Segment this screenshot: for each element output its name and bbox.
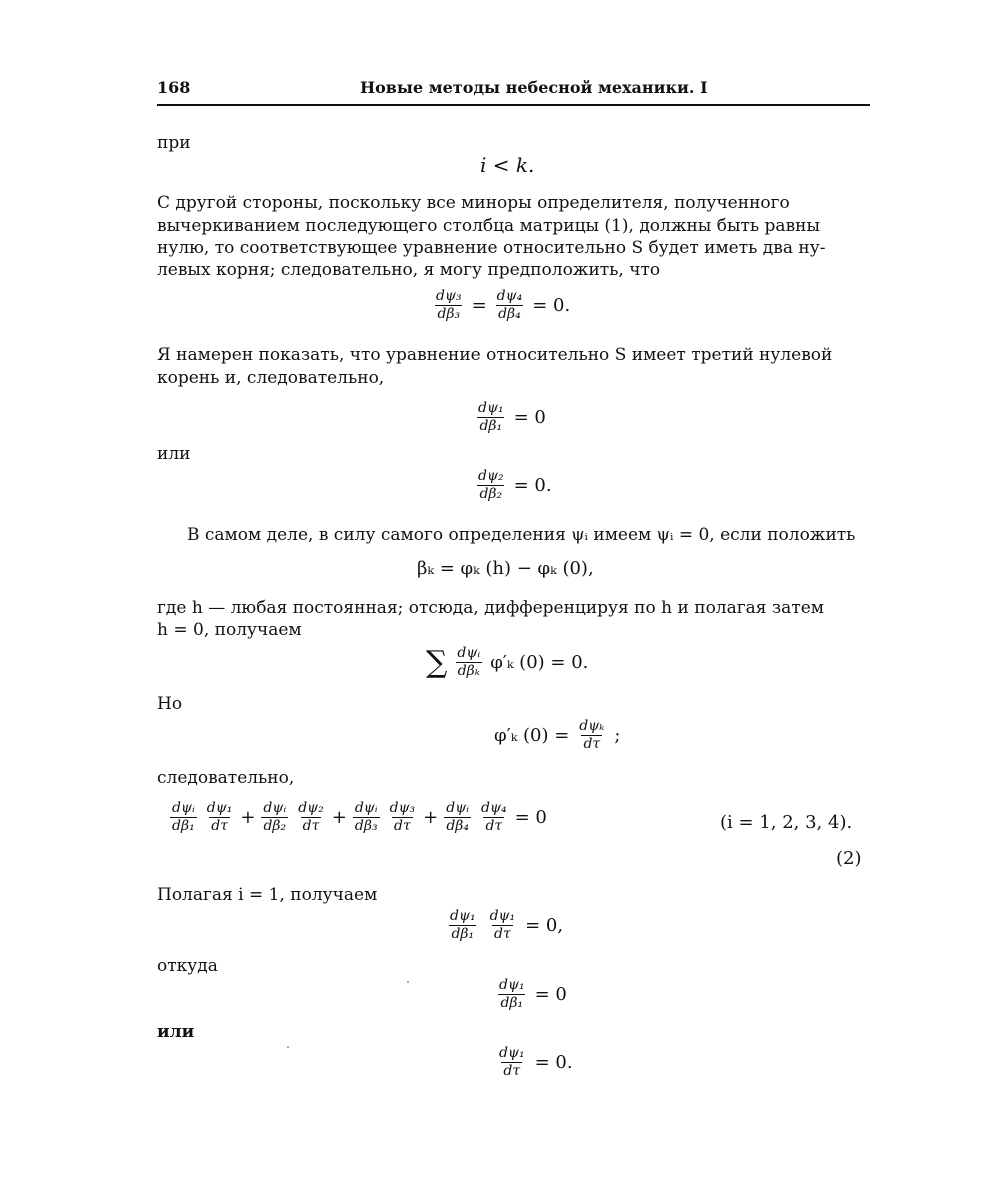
text-ili: или [157, 1022, 195, 1042]
equation-tail: = 0. [532, 295, 571, 316]
numerator: dψ₃ [436, 288, 462, 304]
equation-8 [446, 908, 563, 943]
denominator: dτ [211, 818, 228, 834]
fraction [476, 400, 506, 435]
paragraph-line: вычеркиванием последующего столбца матрицы (1), должны быть равны [157, 216, 820, 236]
numerator: dψ₁ [478, 400, 504, 416]
equation-1 [432, 288, 570, 323]
fraction [261, 800, 288, 835]
paragraph-line: Я намерен показать, что уравнение относительно S имеет третий нулевой [157, 345, 833, 365]
paragraph-line: нулю, то соответствующее уравнение относительно S будет иметь два ну- [157, 238, 826, 258]
equals-sign: = [471, 295, 487, 316]
equation-9 [495, 977, 567, 1012]
operator: = 0 [514, 807, 547, 828]
numerator: dψᵢ [172, 800, 195, 816]
fraction [448, 908, 478, 943]
numerator: dψ₁ [499, 977, 525, 993]
equation-range: (i = 1, 2, 3, 4). [720, 812, 853, 833]
denominator: dβ₁ [479, 418, 503, 434]
denominator: dβ₃ [354, 818, 378, 834]
numerator: dψᵢ [354, 800, 378, 816]
paragraph-line: корень и, следовательно, [157, 368, 385, 388]
paragraph-line: где h — любая постоянная; отсюда, дифференцируя по h и полагая затем [157, 598, 825, 618]
numerator: dψ₄ [496, 288, 523, 304]
eq-ik-rhs: k. [515, 153, 535, 177]
denominator: dτ [503, 1063, 521, 1079]
operator: + [331, 807, 347, 828]
numerator: dψ₁ [450, 908, 476, 924]
text-no: Но [157, 694, 183, 714]
denominator: dτ [485, 818, 503, 834]
fraction [497, 1045, 527, 1080]
fraction [488, 908, 518, 943]
denominator: dβ₃ [437, 306, 461, 322]
operator: + [240, 807, 256, 828]
numerator: dψₖ [579, 718, 605, 734]
equation-tail: = 0. [513, 475, 552, 496]
equation-tail: = 0 [534, 984, 567, 1005]
equation-2-main [168, 800, 547, 835]
denominator: dβₖ [457, 663, 480, 679]
numerator: dψᵢ [263, 800, 287, 816]
fraction [205, 800, 235, 835]
denominator: dβ₁ [500, 995, 524, 1011]
header-rule [157, 104, 870, 106]
numerator: dψ₄ [481, 800, 507, 816]
summation-sign: ∑ [426, 644, 448, 680]
equation-5 [426, 645, 588, 680]
numerator: dψ₁ [206, 800, 233, 816]
scan-speck [407, 981, 409, 983]
equation-4: βₖ = φₖ (h) − φₖ (0), [417, 558, 594, 579]
equation-3 [474, 468, 552, 503]
denominator: dβ₄ [498, 306, 521, 322]
numerator: dψ₁ [489, 908, 516, 924]
equation-2 [474, 400, 546, 435]
fraction [170, 800, 197, 835]
numerator: dψᵢ [446, 800, 470, 816]
paragraph-line: С другой стороны, поскольку все миноры определителя, полученного [157, 193, 790, 213]
eq-ik-op: < [492, 153, 510, 177]
fraction [353, 800, 380, 835]
fraction [444, 800, 471, 835]
numerator: dψ₂ [478, 468, 504, 484]
denominator: dβ₂ [479, 486, 503, 502]
fraction [577, 718, 606, 753]
denominator: dτ [302, 818, 320, 834]
running-title: Новые методы небесной механики. I [360, 78, 708, 97]
numerator: dψ₂ [298, 800, 324, 816]
equation-6 [494, 718, 620, 753]
fraction [495, 288, 525, 323]
text-ili: или [157, 444, 191, 464]
equation-number: (2) [836, 848, 862, 869]
fraction [476, 468, 506, 503]
page-number: 168 [157, 78, 191, 97]
text-sledovatelno: следовательно, [157, 768, 295, 788]
numerator: dψᵢ [457, 645, 481, 661]
numerator: dψ₃ [389, 800, 416, 816]
denominator: dτ [493, 926, 511, 942]
operator: + [423, 807, 439, 828]
denominator: dτ [394, 818, 411, 834]
denominator: dβ₂ [263, 818, 287, 834]
equation-i-less-k [480, 153, 534, 177]
equation-lhs: φ′ₖ (0) = [494, 725, 570, 746]
equation-tail: ; [614, 725, 621, 746]
fraction [434, 288, 464, 323]
text-pri: при [157, 133, 191, 153]
paragraph-line: Полагая i = 1, получаем [157, 885, 378, 905]
paragraph-line: левых корня; следовательно, я могу предположить, что [157, 260, 661, 280]
scan-speck [287, 1046, 289, 1048]
denominator: dβ₁ [451, 926, 475, 942]
numerator: dψ₁ [499, 1045, 525, 1061]
equation-10 [495, 1045, 573, 1080]
equation-tail: = 0 [513, 407, 546, 428]
equation-tail: = 0, [525, 915, 564, 936]
fraction [479, 800, 509, 835]
equation-tail: = 0. [534, 1052, 573, 1073]
denominator: dβ₁ [172, 818, 195, 834]
denominator: dτ [583, 736, 601, 752]
fraction [388, 800, 418, 835]
fraction [455, 645, 482, 680]
denominator: dβ₄ [446, 818, 469, 834]
paragraph-line: В самом деле, в силу самого определения ψᵢ имеем ψᵢ = 0, если положить [187, 525, 856, 545]
text-otkuda: откуда [157, 956, 218, 976]
eq-ik-lhs: i [480, 153, 487, 177]
equation-tail: φ′ₖ (0) = 0. [490, 652, 589, 673]
fraction [497, 977, 527, 1012]
fraction [296, 800, 326, 835]
paragraph-line: h = 0, получаем [157, 620, 302, 640]
